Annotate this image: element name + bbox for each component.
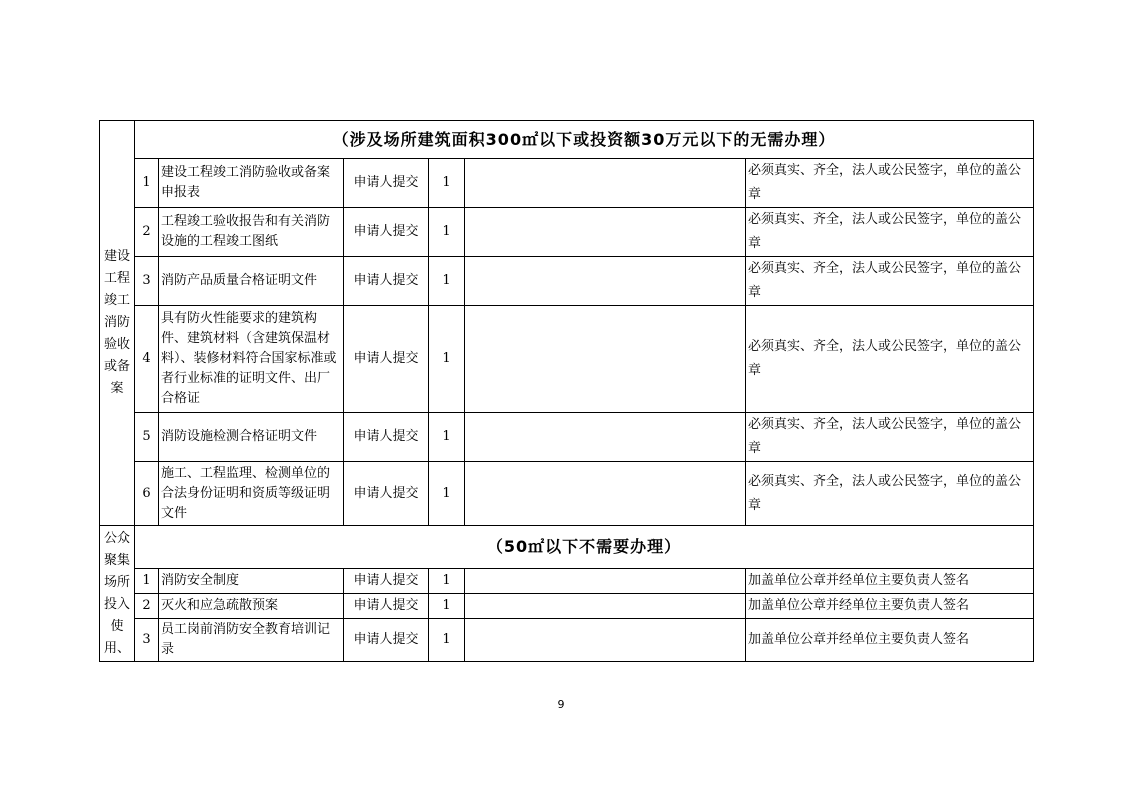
submitter: 申请人提交 bbox=[344, 569, 429, 594]
submitter: 申请人提交 bbox=[344, 594, 429, 619]
document-name: 工程竣工验收报告和有关消防设施的工程竣工图纸 bbox=[159, 208, 344, 257]
table-row bbox=[100, 159, 1034, 208]
section-b-category-label: 公众聚集场所投入使用、 bbox=[103, 530, 130, 656]
row-number: 2 bbox=[135, 594, 159, 619]
row-number: 3 bbox=[135, 619, 159, 662]
extra-cell bbox=[465, 594, 746, 619]
extra-cell bbox=[465, 159, 746, 208]
table-row bbox=[100, 208, 1034, 257]
section-a-header-row bbox=[100, 121, 1034, 159]
requirement-note: 加盖单位公章并经单位主要负责人签名 bbox=[746, 594, 1034, 619]
table-row bbox=[100, 569, 1034, 594]
table-row bbox=[100, 413, 1034, 462]
requirement-note: 必须真实、齐全，法人或公民签字，单位的盖公章 bbox=[746, 257, 1034, 306]
requirement-note: 必须真实、齐全，法人或公民签字，单位的盖公章 bbox=[746, 462, 1034, 526]
requirements-table bbox=[99, 120, 1034, 662]
table-row bbox=[100, 594, 1034, 619]
extra-cell bbox=[465, 257, 746, 306]
extra-cell bbox=[465, 569, 746, 594]
section-a-category bbox=[100, 121, 135, 526]
section-b-header-row bbox=[100, 526, 1034, 569]
requirement-note: 加盖单位公章并经单位主要负责人签名 bbox=[746, 569, 1034, 594]
extra-cell bbox=[465, 462, 746, 526]
row-number: 1 bbox=[135, 569, 159, 594]
document-name: 建设工程竣工消防验收或备案申报表 bbox=[159, 159, 344, 208]
quantity: 1 bbox=[429, 569, 465, 594]
page-number: 9 bbox=[557, 698, 565, 711]
quantity: 1 bbox=[429, 462, 465, 526]
section-b-header: （50㎡以下不需要办理） bbox=[135, 526, 1034, 569]
section-a-category-label: 建设工程竣工消防验收或备案 bbox=[103, 249, 130, 396]
submitter: 申请人提交 bbox=[344, 413, 429, 462]
extra-cell bbox=[465, 619, 746, 662]
document-name: 消防产品质量合格证明文件 bbox=[159, 257, 344, 306]
table-row bbox=[100, 257, 1034, 306]
submitter: 申请人提交 bbox=[344, 306, 429, 413]
section-a-header: （涉及场所建筑面积300㎡以下或投资额30万元以下的无需办理） bbox=[135, 121, 1034, 159]
quantity: 1 bbox=[429, 257, 465, 306]
document-table-container bbox=[99, 120, 1033, 662]
document-name: 灭火和应急疏散预案 bbox=[159, 594, 344, 619]
requirement-note: 必须真实、齐全，法人或公民签字，单位的盖公章 bbox=[746, 413, 1034, 462]
section-b-category bbox=[100, 526, 135, 662]
requirement-note: 必须真实、齐全，法人或公民签字，单位的盖公章 bbox=[746, 208, 1034, 257]
submitter: 申请人提交 bbox=[344, 462, 429, 526]
document-name: 具有防火性能要求的建筑构件、建筑材料（含建筑保温材料）、装修材料符合国家标准或者行业标准的证明文件、出厂合格证 bbox=[159, 306, 344, 413]
row-number: 6 bbox=[135, 462, 159, 526]
requirement-note: 必须真实、齐全，法人或公民签字，单位的盖公章 bbox=[746, 159, 1034, 208]
table-row bbox=[100, 462, 1034, 526]
submitter: 申请人提交 bbox=[344, 159, 429, 208]
table-row bbox=[100, 306, 1034, 413]
document-name: 消防设施检测合格证明文件 bbox=[159, 413, 344, 462]
extra-cell bbox=[465, 306, 746, 413]
row-number: 4 bbox=[135, 306, 159, 413]
row-number: 3 bbox=[135, 257, 159, 306]
quantity: 1 bbox=[429, 413, 465, 462]
requirement-note: 加盖单位公章并经单位主要负责人签名 bbox=[746, 619, 1034, 662]
submitter: 申请人提交 bbox=[344, 208, 429, 257]
document-name: 施工、工程监理、检测单位的合法身份证明和资质等级证明文件 bbox=[159, 462, 344, 526]
extra-cell bbox=[465, 208, 746, 257]
quantity: 1 bbox=[429, 306, 465, 413]
row-number: 1 bbox=[135, 159, 159, 208]
quantity: 1 bbox=[429, 594, 465, 619]
row-number: 5 bbox=[135, 413, 159, 462]
submitter: 申请人提交 bbox=[344, 619, 429, 662]
submitter: 申请人提交 bbox=[344, 257, 429, 306]
row-number: 2 bbox=[135, 208, 159, 257]
quantity: 1 bbox=[429, 208, 465, 257]
requirement-note: 必须真实、齐全，法人或公民签字，单位的盖公章 bbox=[746, 306, 1034, 413]
table-row bbox=[100, 619, 1034, 662]
document-name: 员工岗前消防安全教育培训记录 bbox=[159, 619, 344, 662]
quantity: 1 bbox=[429, 159, 465, 208]
document-name: 消防安全制度 bbox=[159, 569, 344, 594]
quantity: 1 bbox=[429, 619, 465, 662]
extra-cell bbox=[465, 413, 746, 462]
